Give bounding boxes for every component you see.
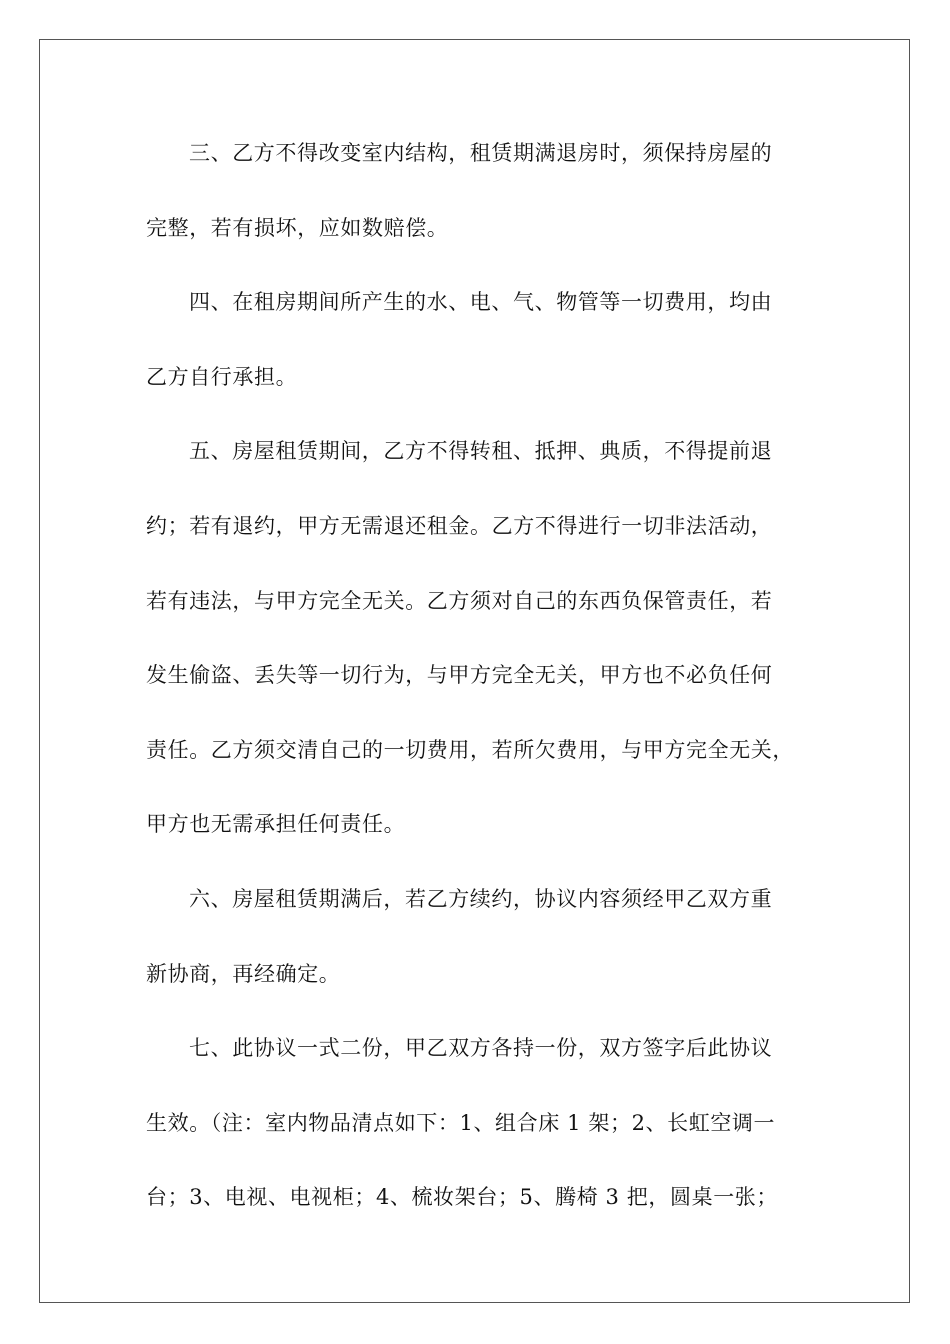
paragraph-5-line-1: 五、房屋租赁期间，乙方不得转租、抵押、典质，不得提前退 [189, 439, 773, 464]
paragraph-4-line-1: 四、在租房期间所产生的水、电、气、物管等一切费用，均由 [189, 290, 773, 315]
paragraph-7-line-1: 七、此协议一式二份，甲乙双方各持一份，双方签字后此协议 [189, 1036, 773, 1061]
paragraph-5-line-6: 甲方也无需承担任何责任。 [146, 812, 406, 837]
paragraph-3-line-1: 三、乙方不得改变室内结构，租赁期满退房时，须保持房屋的 [189, 141, 773, 165]
paragraph-5-line-2: 约；若有退约，甲方无需退还租金。乙方不得进行一切非法活动， [146, 513, 773, 538]
paragraph-5-line-3: 若有违法，与甲方完全无关。乙方须对自己的东西负保管责任，若 [146, 588, 773, 613]
paragraph-7-line-2: 生效。（注：室内物品清点如下：1、组合床 1 架；2、长虹空调一 [146, 1110, 776, 1135]
paragraph-5-line-5: 责任。乙方须交清自己的一切费用，若所欠费用，与甲方完全无关， [146, 737, 794, 762]
paragraph-6-line-1: 六、房屋租赁期满后，若乙方续约，协议内容须经甲乙双方重 [189, 886, 773, 911]
paragraph-4-line-2: 乙方自行承担。 [146, 364, 298, 389]
paragraph-7-line-3: 台；3、电视、电视柜；4、梳妆架台；5、腾椅 3 把，圆桌一张； [146, 1185, 778, 1210]
paragraph-3-line-2: 完整，若有损坏，应如数赔偿。 [146, 215, 449, 240]
paragraph-6-line-2: 新协商，再经确定。 [146, 961, 341, 986]
document-body [146, 133, 806, 1252]
paragraph-5-line-4: 发生偷盗、丢失等一切行为，与甲方完全无关，甲方也不必负任何 [146, 663, 773, 688]
